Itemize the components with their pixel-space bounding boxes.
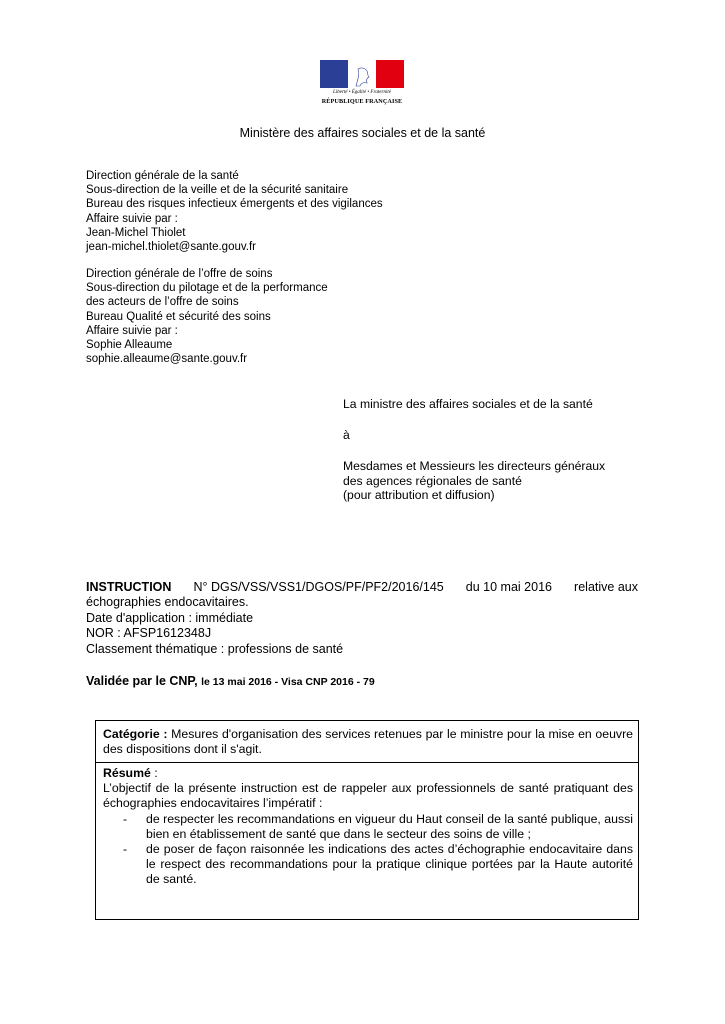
flag-blue — [320, 60, 348, 88]
bullet-text: de poser de façon raisonnée les indications des actes d’échographie endocavitaire dans le respect des recommandations pour la pratique clinique portées par la Haute autorité de santé. — [146, 842, 633, 887]
sender-line: Affaire suivie par : — [86, 324, 178, 337]
validation-detail: le 13 mai 2016 - Visa CNP 2016 - 79 — [201, 676, 375, 688]
recipient-line: (pour attribution et diffusion) — [343, 488, 495, 502]
summary-separator: : — [150, 766, 158, 780]
bullet-text: de respecter les recommandations en vigueur du Haut conseil de la santé publique, aussi bien en établissement de santé que dans le secteur des soins de ville ; — [146, 811, 633, 841]
summary-label: Résumé — [103, 766, 151, 780]
instruction-subject: échographies endocavitaires. — [86, 595, 249, 610]
sender-line: Affaire suivie par : — [86, 212, 178, 225]
instruction-relative: relative aux — [574, 580, 638, 594]
instruction-date: du 10 mai 2016 — [465, 580, 552, 594]
republique-francaise-logo — [318, 58, 406, 112]
box-divider — [96, 762, 638, 763]
addressee-recipients — [343, 459, 605, 503]
contact-name: Sophie Alleaume — [86, 339, 173, 352]
addressee-from: La ministre des affaires sociales et de la santé — [343, 397, 593, 411]
sender-line: Sous-direction du pilotage et de la performance — [86, 282, 328, 295]
category-text: Mesures d'organisation des services retenues par le ministre pour la mise en oeuvre des dispositions dont il s'agit. — [103, 727, 633, 756]
instruction-number: N° DGS/VSS/VSS1/DGOS/PF/PF2/2016/145 — [193, 580, 444, 594]
republic-name: RÉPUBLIQUE FRANÇAISE — [321, 98, 403, 105]
summary-bullets — [103, 812, 633, 888]
summary-intro: L’objectif de la présente instruction est de rappeler aux professionnels de santé pratiquant des échographies endocavitaires l’impératif : — [103, 781, 633, 811]
addressee-to-word: à — [343, 428, 350, 442]
tricolor-flag-icon — [320, 60, 404, 88]
motto: Liberté • Égalité • Fraternité — [333, 90, 391, 95]
recipient-line: Mesdames et Messieurs les directeurs généraux — [343, 459, 606, 473]
sender-line: Bureau Qualité et sécurité des soins — [86, 310, 271, 323]
sender-line: Direction générale de la santé — [86, 170, 239, 182]
summary-section — [103, 766, 633, 888]
category-label: Catégorie : — [103, 727, 168, 741]
flag-red — [376, 60, 404, 88]
sender-line: Sous-direction de la veille et de la sécurité sanitaire — [86, 184, 349, 197]
sender-line: Bureau des risques infectieux émergents et des vigilances — [86, 198, 383, 211]
dash-marker: - — [123, 811, 128, 826]
marianne-profile-icon — [348, 60, 376, 88]
instruction-header — [86, 580, 638, 595]
contact-email: sophie.alleaume@sante.gouv.fr — [86, 353, 248, 366]
sender-dgs — [86, 169, 383, 254]
classement: Classement thématique : professions de santé — [86, 641, 344, 656]
contact-name: Jean-Michel Thiolet — [86, 226, 186, 239]
list-item — [103, 842, 633, 888]
sender-line: des acteurs de l’offre de soins — [86, 296, 239, 309]
summary-box — [95, 720, 639, 920]
dash-marker: - — [123, 842, 128, 857]
ministry-title: Ministère des affaires sociales et de la santé — [239, 126, 486, 140]
flag-white — [348, 60, 376, 88]
application-date: Date d'application : immédiate — [86, 610, 254, 625]
validation-main: Validée par le CNP, — [86, 674, 198, 688]
contact-email: jean-michel.thiolet@sante.gouv.fr — [86, 241, 256, 254]
recipient-line: des agences régionales de santé — [343, 473, 522, 488]
sender-line: Direction générale de l’offre de soins — [86, 268, 273, 280]
category-section — [103, 727, 633, 757]
validation-line — [86, 674, 375, 688]
nor-reference: NOR : AFSP1612348J — [86, 626, 212, 641]
list-item — [103, 812, 633, 842]
instruction-label: INSTRUCTION — [86, 580, 172, 594]
sender-dgos — [86, 267, 328, 366]
instruction-block — [86, 580, 638, 657]
